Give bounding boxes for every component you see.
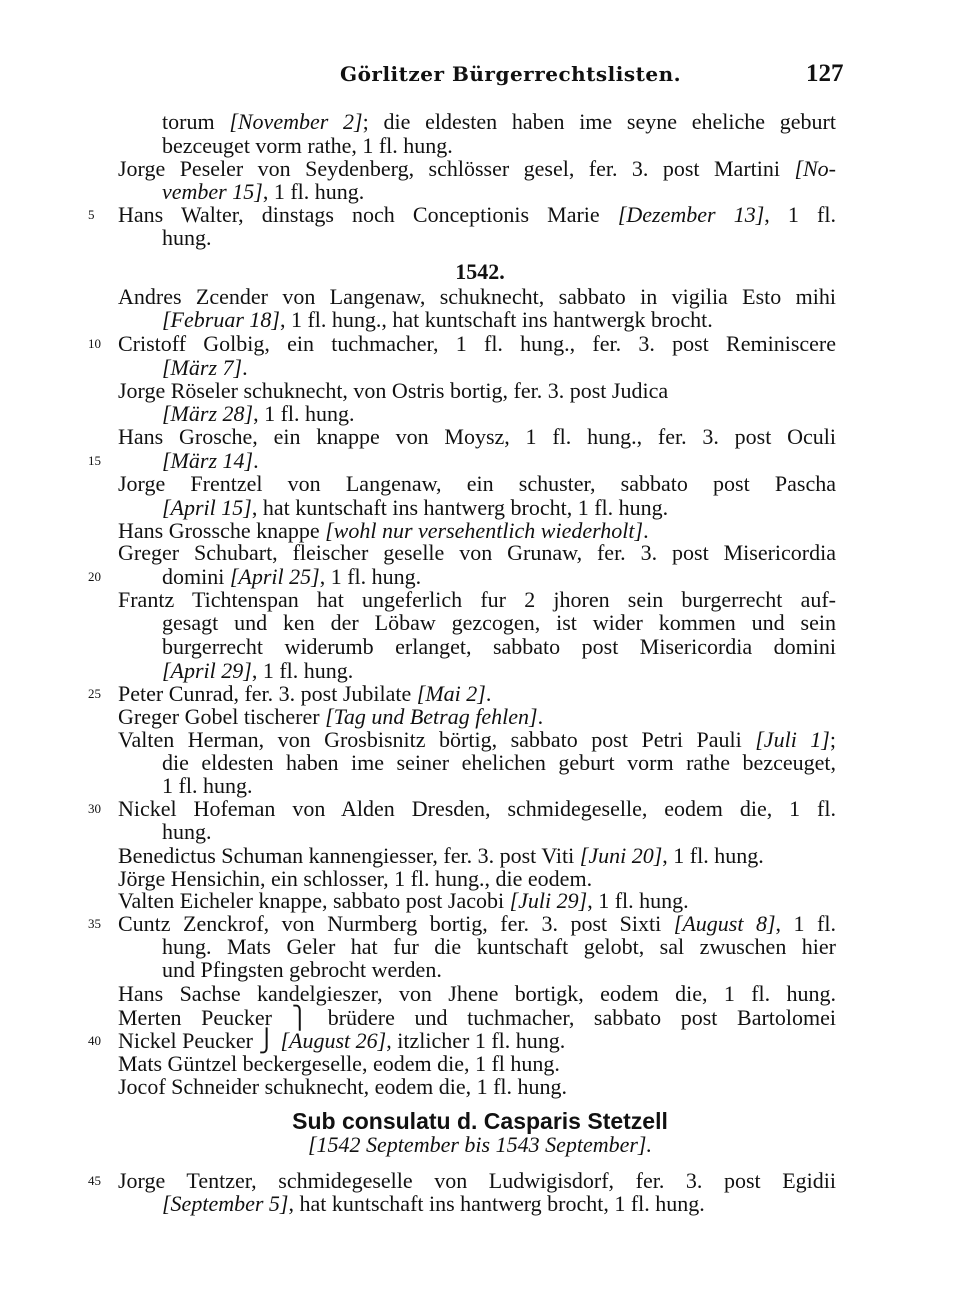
text-line xyxy=(0,308,960,332)
editorial-date: [März 14] xyxy=(162,448,254,473)
line-year xyxy=(0,260,960,284)
text-segment: bezceuget vorm rathe, 1 fl. hung. xyxy=(162,133,453,158)
text-segment: Hans Grossche knappe xyxy=(118,518,326,543)
line-text xyxy=(118,541,836,565)
text-segment: , 1 fl. hung. xyxy=(319,564,422,589)
text-segment: Peter Cunrad, fer. 3. post Jubilate xyxy=(118,681,417,706)
editorial-date: [September 5] xyxy=(162,1191,289,1216)
line-text xyxy=(162,110,836,134)
editorial-date: [August 8] xyxy=(673,911,776,936)
line-text xyxy=(162,611,836,635)
text-segment: hung. xyxy=(162,225,212,250)
text-line xyxy=(0,356,960,380)
text-segment: hung. xyxy=(162,819,212,844)
text-line xyxy=(0,134,960,158)
text-line xyxy=(0,157,960,181)
editorial-date: [Juli 1] xyxy=(755,727,830,752)
line-text xyxy=(118,1006,836,1030)
editorial-date: [Tag und Betrag fehlen] xyxy=(325,704,538,729)
line-text xyxy=(162,935,836,959)
line-text xyxy=(162,820,212,844)
text-segment: Greger Gobel tischerer xyxy=(118,704,326,729)
text-segment: , hat kuntschaft ins hantwerg brocht, 1 fl. hung. xyxy=(288,1191,705,1216)
text-segment: , hat kuntschaft ins hantwerg brocht, 1 fl. hung. xyxy=(251,495,669,520)
line-text xyxy=(118,1075,567,1099)
text-segment: Hans Grosche, ein knappe von Moysz, 1 fl. hung., fer. 3. post Oculi xyxy=(118,424,836,449)
text-segment: Jorge Tentzer, schmidegeselle von Ludwigisdorf, fer. 3. post Egidii xyxy=(118,1168,836,1193)
text-segment: , 1 fl. hung. xyxy=(587,888,689,913)
line-number: 15 xyxy=(88,453,101,468)
text-line xyxy=(0,728,960,752)
text-line xyxy=(0,226,960,250)
text-segment: , 1 fl. xyxy=(775,911,836,936)
text-line xyxy=(0,110,960,134)
text-segment: hung. Mats Geler hat fur die kuntschaft gelobt, sal zwuschen hier xyxy=(162,934,836,959)
editorial-date: [Februar 18] xyxy=(162,307,280,332)
line-text xyxy=(162,134,453,158)
line-text xyxy=(162,449,259,473)
text-line xyxy=(0,912,960,936)
text-segment: Jörge Hensichin, ein schlosser, 1 fl. hung., die eodem. xyxy=(118,866,593,891)
text-line xyxy=(0,1075,960,1099)
text-line xyxy=(0,797,960,821)
editorial-date: [April 15] xyxy=(162,495,252,520)
text-line xyxy=(0,496,960,520)
text-line xyxy=(0,472,960,496)
text-line xyxy=(0,1006,960,1030)
text-line xyxy=(0,682,960,706)
line-text xyxy=(118,728,836,752)
text-segment: Cristoff Golbig, ein tuchmacher, 1 fl. hung., fer. 3. post Reminiscere xyxy=(118,331,836,356)
line-text xyxy=(162,1192,705,1216)
line-text xyxy=(118,1169,836,1193)
editorial-date: [April 29] xyxy=(162,658,252,683)
text-segment: burgerrecht widerumb erlanget, sabbato post Misericordia domini xyxy=(162,634,836,659)
text-segment: Hans Sachse kandelgieszer, von Jhene bortigk, eodem die, 1 fl. hung. xyxy=(118,981,836,1006)
text-segment: Jocof Schneider schuknecht, eodem die, 1 fl. hung. xyxy=(118,1074,568,1099)
text-segment: torum xyxy=(162,109,230,134)
text-line xyxy=(0,1029,960,1053)
text-segment: Sub consulatu d. Casparis Stetzell xyxy=(292,1108,668,1134)
text-segment: Valten Herman, von Grosbisnitz börtig, sabbato post Petri Pauli xyxy=(118,727,756,752)
text-line xyxy=(0,774,960,798)
text-line xyxy=(0,541,960,565)
text-line xyxy=(0,449,960,473)
text-segment: 1 fl. hung. xyxy=(162,773,253,798)
line-text xyxy=(118,425,836,449)
text-segment: Hans Walter, dinstags noch Conceptionis Marie xyxy=(118,202,618,227)
text-segment: Jorge Peseler von Seydenberg, schlösser gesel, fer. 3. post Martini xyxy=(118,156,795,181)
text-segment: , itzlicher 1 fl. hung. xyxy=(386,1028,566,1053)
line-text xyxy=(162,958,442,982)
text-segment: Benedictus Schuman kannengiesser, fer. 3. post Viti xyxy=(118,843,580,868)
line-text xyxy=(118,285,836,309)
line-text xyxy=(118,912,836,936)
line-text xyxy=(162,659,353,683)
editorial-date: [März 28] xyxy=(162,401,254,426)
line-text xyxy=(118,705,543,729)
line-text xyxy=(118,982,836,1006)
line-number: 25 xyxy=(88,686,101,701)
line-text xyxy=(162,308,713,332)
text-segment: Greger Schubart, fleischer geselle von Grunaw, fer. 3. post Misericordia xyxy=(118,540,836,565)
text-line xyxy=(0,1133,960,1157)
editorial-date: [August 26] xyxy=(280,1028,387,1053)
text-segment: gesagt und ken der Löbaw gezcogen, ist wider kommen und sein xyxy=(162,610,836,635)
editorial-date: vember 15] xyxy=(162,179,263,204)
text-line xyxy=(0,425,960,449)
line-text xyxy=(118,844,764,868)
text-segment: 1542. xyxy=(455,259,505,284)
line-number: 45 xyxy=(88,1173,101,1188)
editorial-date: [März 7] xyxy=(162,355,243,380)
text-segment: domini xyxy=(162,564,230,589)
text-line xyxy=(0,982,960,1006)
text-segment: Frantz Tichtenspan hat ungeferlich fur 2 jhoren sein burgerrecht auf- xyxy=(118,587,836,612)
text-segment: [1542 September bis 1543 September]. xyxy=(307,1132,652,1157)
line-text xyxy=(118,797,836,821)
line-number: 40 xyxy=(88,1033,101,1048)
line-text xyxy=(118,203,836,227)
line-text xyxy=(162,774,252,798)
text-segment: , 1 fl. hung. xyxy=(253,401,355,426)
text-segment: , 1 fl. xyxy=(764,202,836,227)
text-segment: , 1 fl. hung. xyxy=(251,658,354,683)
text-line xyxy=(0,1192,960,1216)
text-segment: Nickel Peucker ⎭ xyxy=(118,1028,281,1053)
editorial-date: [Dezember 13] xyxy=(617,202,765,227)
text-segment: Cuntz Zenckrof, von Nurmberg bortig, fer. 3. post Sixti xyxy=(118,911,674,936)
text-line xyxy=(0,588,960,612)
line-text xyxy=(118,379,668,403)
text-segment: und Pfingsten gebrocht werden. xyxy=(162,957,442,982)
line-text xyxy=(118,588,836,612)
line-head xyxy=(0,1109,960,1133)
editorial-date: [No- xyxy=(794,156,836,181)
text-segment: , 1 fl. hung. xyxy=(662,843,764,868)
editorial-date: [Juli 29] xyxy=(509,888,588,913)
text-line xyxy=(0,332,960,356)
text-segment: . xyxy=(537,704,544,729)
line-text xyxy=(162,402,355,426)
text-segment: die eldesten haben ime seiner ehelichen geburt vorm rathe bezceuget, xyxy=(162,750,836,775)
line-text xyxy=(162,356,248,380)
line-number: 5 xyxy=(88,207,95,222)
text-line xyxy=(0,635,960,659)
text-line xyxy=(0,203,960,227)
line-number: 20 xyxy=(88,569,101,584)
text-line xyxy=(0,751,960,775)
text-line xyxy=(0,958,960,982)
text-segment: . xyxy=(242,355,248,380)
line-text xyxy=(162,226,212,250)
text-segment: ; die eldesten haben ime seyne eheliche geburt xyxy=(362,109,837,134)
line-text xyxy=(118,472,836,496)
editorial-date: [April 25] xyxy=(229,564,320,589)
running-head xyxy=(0,60,960,90)
line-text xyxy=(118,332,836,356)
text-line xyxy=(0,820,960,844)
running-title: Görlitzer Bürgerrechtslisten. xyxy=(340,62,682,86)
text-line xyxy=(0,260,960,284)
line-number: 35 xyxy=(88,916,101,931)
text-line xyxy=(0,1052,960,1076)
line-text xyxy=(162,180,364,204)
line-text xyxy=(118,1052,560,1076)
line-text xyxy=(118,157,836,181)
line-number: 30 xyxy=(88,801,101,816)
line-text xyxy=(118,1029,565,1053)
text-segment: ; xyxy=(829,727,836,752)
text-line xyxy=(0,1109,960,1133)
line-text xyxy=(162,635,836,659)
line-text xyxy=(162,751,836,775)
text-line xyxy=(0,659,960,683)
text-line xyxy=(0,565,960,589)
text-line xyxy=(0,705,960,729)
text-segment: Jorge Frentzel von Langenaw, ein schuster, sabbato post Pascha xyxy=(118,471,836,496)
text-segment: Andres Zcender von Langenaw, schuknecht, sabbato in vigilia Esto mihi xyxy=(118,284,836,309)
text-segment: Valten Eicheler knappe, sabbato post Jacobi xyxy=(118,888,510,913)
text-segment: Mats Güntzel beckergeselle, eodem die, 1 fl hung. xyxy=(118,1051,560,1076)
line-text xyxy=(162,496,668,520)
text-line xyxy=(0,402,960,426)
text-line xyxy=(0,844,960,868)
text-segment: . xyxy=(253,448,259,473)
line-text xyxy=(118,682,491,706)
editorial-date: [wohl nur versehentlich wiederholt] xyxy=(325,518,644,543)
text-line xyxy=(0,180,960,204)
editorial-date: [Mai 2] xyxy=(416,681,486,706)
editorial-date: [Juni 20] xyxy=(579,843,663,868)
text-segment: . xyxy=(643,518,649,543)
text-segment: Merten Peucker ⎫ brüdere und tuchmacher, sabbato post Bartolomei xyxy=(118,1005,836,1030)
text-segment: . xyxy=(485,681,492,706)
text-segment: , 1 fl. hung. xyxy=(262,179,365,204)
text-line xyxy=(0,611,960,635)
text-segment: Jorge Röseler schuknecht, von Ostris bortig, fer. 3. post Judica xyxy=(118,378,669,403)
line-text xyxy=(162,565,421,589)
text-line xyxy=(0,1169,960,1193)
text-segment: Nickel Hofeman von Alden Dresden, schmidegeselle, eodem die, 1 fl. xyxy=(118,796,836,821)
text-line xyxy=(0,379,960,403)
text-line xyxy=(0,285,960,309)
text-line xyxy=(0,889,960,913)
line-text xyxy=(118,889,689,913)
line-number: 10 xyxy=(88,336,101,351)
text-line xyxy=(0,935,960,959)
page-number: 127 xyxy=(806,60,844,87)
text-segment: , 1 fl. hung., hat kuntschaft ins hantwergk brocht. xyxy=(279,307,713,332)
line-subhead xyxy=(0,1133,960,1157)
editorial-date: [November 2] xyxy=(229,109,363,134)
